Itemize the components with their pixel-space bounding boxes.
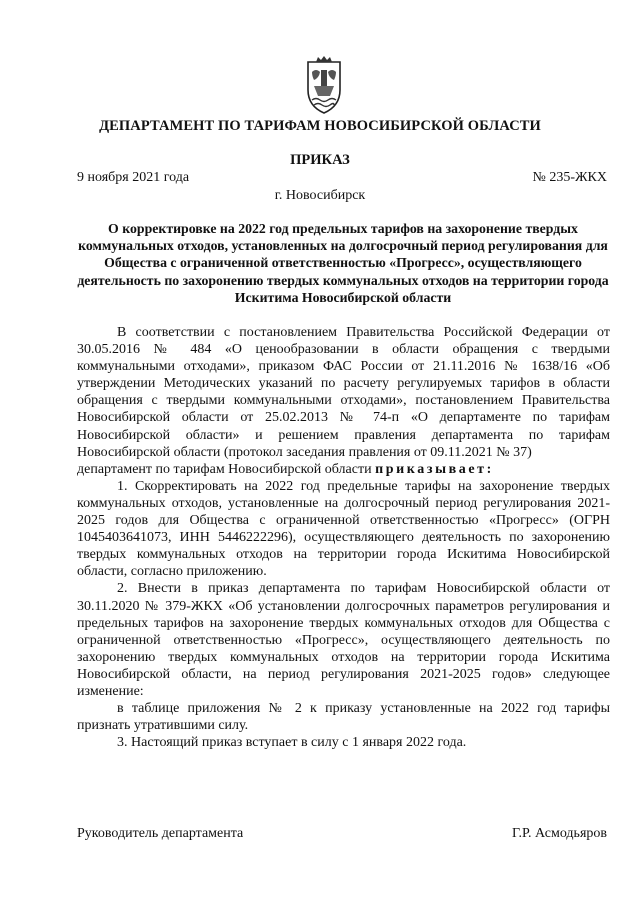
orders-prefix: департамент по тарифам Новосибирской области [77, 461, 376, 477]
orders-line [77, 461, 610, 478]
item-2-paragraph: 2. Внести в приказ департамента по тарифам Новосибирской области от 30.11.2020 № 379-ЖКХ «Об установлении долгосрочных параметров регулирования и предельных тарифов на захоронение твердых коммунальных отходов для Общества с ограниченной ответственностью «Прогресс», осуществляющего деятельность по захоронению твердых коммунальных отходов на территории города Искитима Новосибирской области, на период регулирования 2021-2025 годов» следующее изменение: [77, 581, 610, 699]
signatory-name: Г.Р. Асмодьяров [511, 826, 607, 841]
coat-of-arms-icon [300, 56, 348, 116]
item-1-paragraph: 1. Скорректировать на 2022 год предельные тарифы на захоронение твердых коммунальных отходов, установленные на долгосрочный период регулирования 2021-2025 годов для Общества с ограниченной ответственностью «Прогресс» (ОГРН 1045403641073, ИНН 5446222296), осуществляющего деятельность по захоронению твердых коммунальных отходов на территории города Искитима Новосибирской области, согласно приложению. [77, 478, 610, 580]
item-3-paragraph: 3. Настоящий приказ вступает в силу с 1 января 2022 года. [117, 735, 467, 751]
orders-word: приказывает: [375, 461, 494, 477]
document-city: г. Новосибирск [274, 188, 366, 203]
department-name: ДЕПАРТАМЕНТ ПО ТАРИФАМ НОВОСИБИРСКОЙ ОБЛАСТИ [99, 118, 541, 134]
document-body [77, 324, 610, 751]
signatory-position: Руководитель департамента [77, 826, 244, 841]
document-type: ПРИКАЗ [290, 152, 350, 168]
item-2-sub-paragraph: в таблице приложения № 2 к приказу установленные на 2022 год тарифы признать утратившими силу. [77, 701, 610, 734]
document-date: 9 ноября 2021 года [77, 170, 190, 185]
document-title: О корректировке на 2022 год предельных тарифов на захоронение твердых коммунальных отходов, установленных на долгосрочный период регулирования для Общества с ограниченной ответственностью «Прогресс», осуществляющего деятельность по захоронению твердых коммунальных отходов на территории города Искитима Новосибирской области [77, 221, 609, 305]
preamble-paragraph: В соответствии с постановлением Правительства Российской Федерации от 30.05.2016 № 484 «О ценообразовании в области обращения с твердыми коммунальными отходами», приказом ФАС России от 21.11.2016 № 1638/16 «Об утверждении Методических указаний по расчету регулируемых тарифов в области обращения с твердыми коммунальными отходами», постановлением Правительства Новосибирской области от 25.02.2013 № 74-п «О департаменте по тарифам Новосибирской области» и решением правления департамента по тарифам Новосибирской области (протокол заседания правления от 09.11.2021 № 37) [77, 325, 610, 460]
document-number: № 235-ЖКХ [532, 170, 607, 185]
